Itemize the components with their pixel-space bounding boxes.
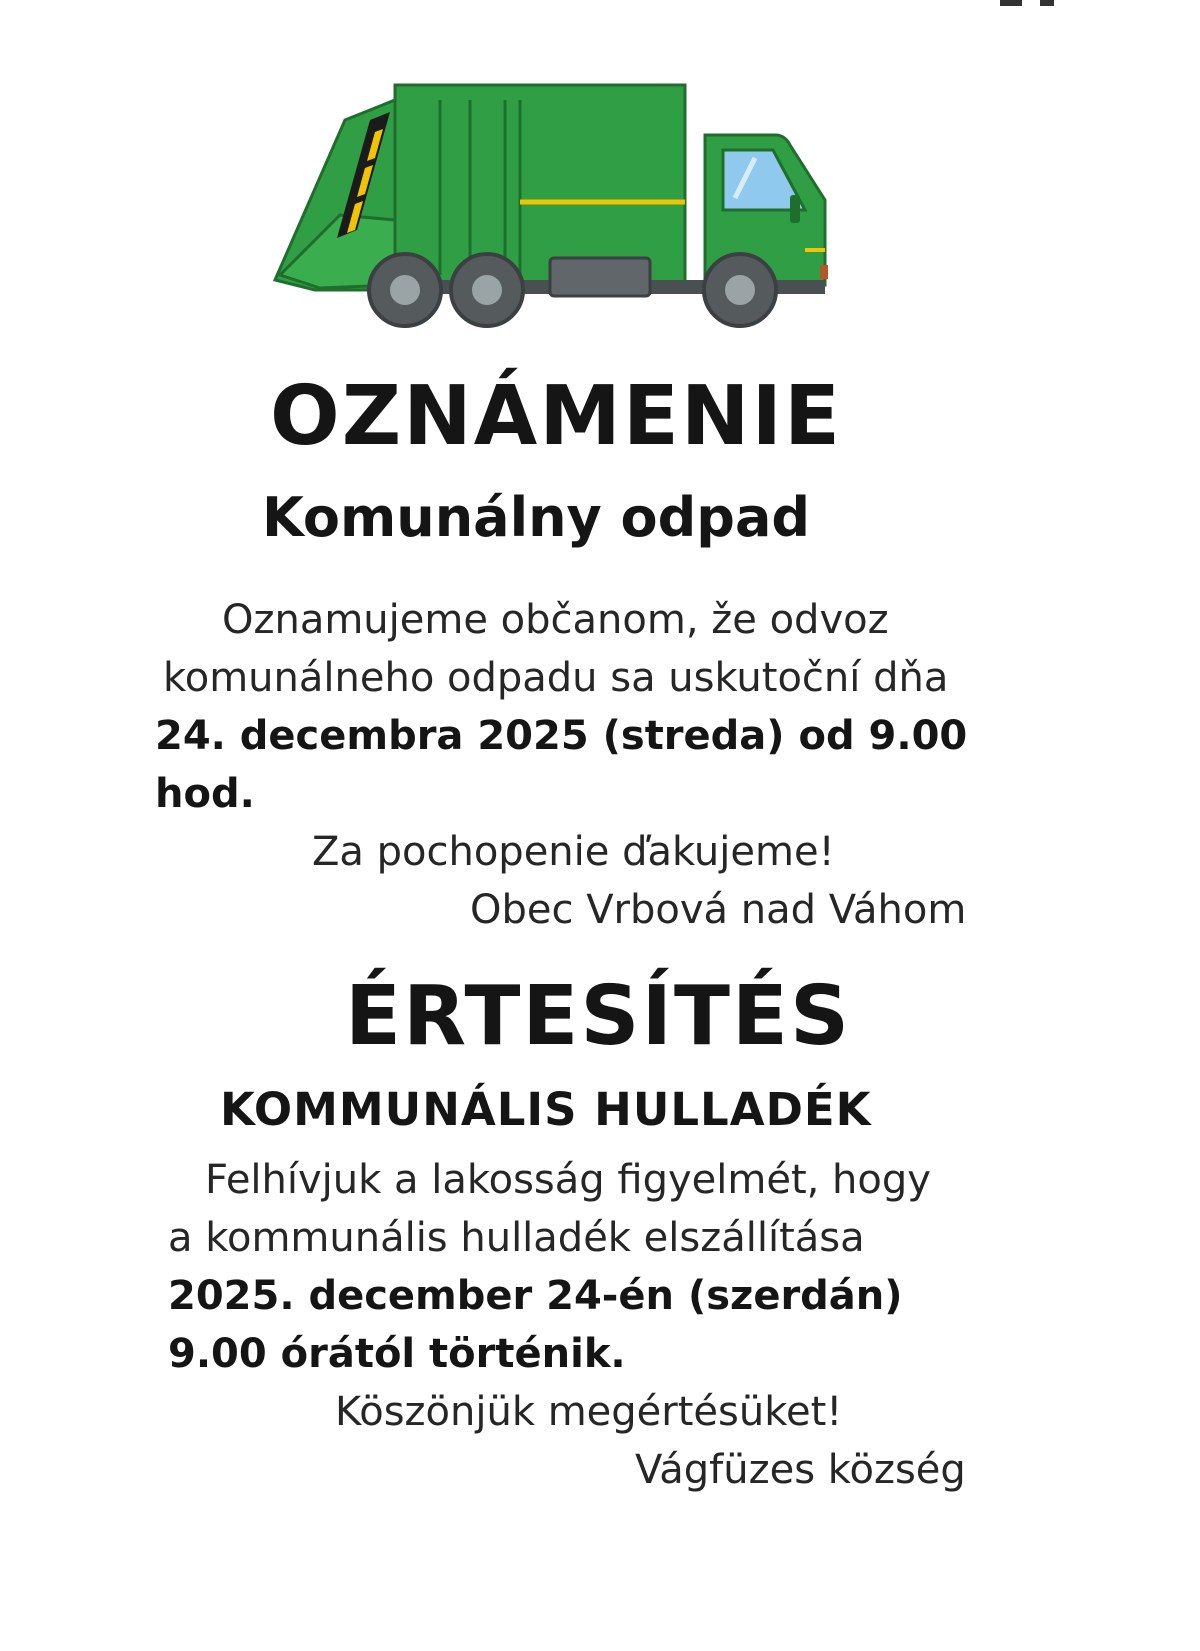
sk-date-line2: hod.: [155, 771, 255, 817]
sk-title: OZNÁMENIE: [270, 369, 843, 464]
hu-signature: Vágfüzes község: [635, 1447, 966, 1493]
garbage-truck-icon: [265, 80, 875, 370]
hu-date-line1: 2025. december 24-én (szerdán): [168, 1273, 903, 1319]
scan-mark: [1040, 0, 1054, 6]
hu-subtitle: KOMMUNÁLIS HULLADÉK: [220, 1083, 872, 1136]
sk-text-line1: Oznamujeme občanom, že odvoz: [222, 597, 889, 643]
hu-text-line2: a kommunális hulladék elszállítása: [168, 1215, 865, 1261]
wheel: [451, 254, 523, 326]
hu-title: ÉRTESÍTÉS: [345, 969, 851, 1064]
hu-thanks: Köszönjük megértésüket!: [335, 1389, 843, 1435]
sk-thanks: Za pochopenie ďakujeme!: [312, 829, 835, 875]
wheel: [369, 254, 441, 326]
wheel: [704, 254, 776, 326]
sk-date-line1: 24. decembra 2025 (streda) od 9.00: [155, 713, 968, 759]
sk-signature: Obec Vrbová nad Váhom: [470, 887, 967, 933]
hu-date-line2: 9.00 órától történik.: [168, 1331, 626, 1377]
sk-text-line2: komunálneho odpadu sa uskutoční dňa: [163, 655, 949, 701]
sk-subtitle: Komunálny odpad: [262, 486, 811, 549]
scan-mark: [1000, 0, 1022, 6]
hu-text-line1: Felhívjuk a lakosság figyelmét, hogy: [205, 1157, 931, 1203]
